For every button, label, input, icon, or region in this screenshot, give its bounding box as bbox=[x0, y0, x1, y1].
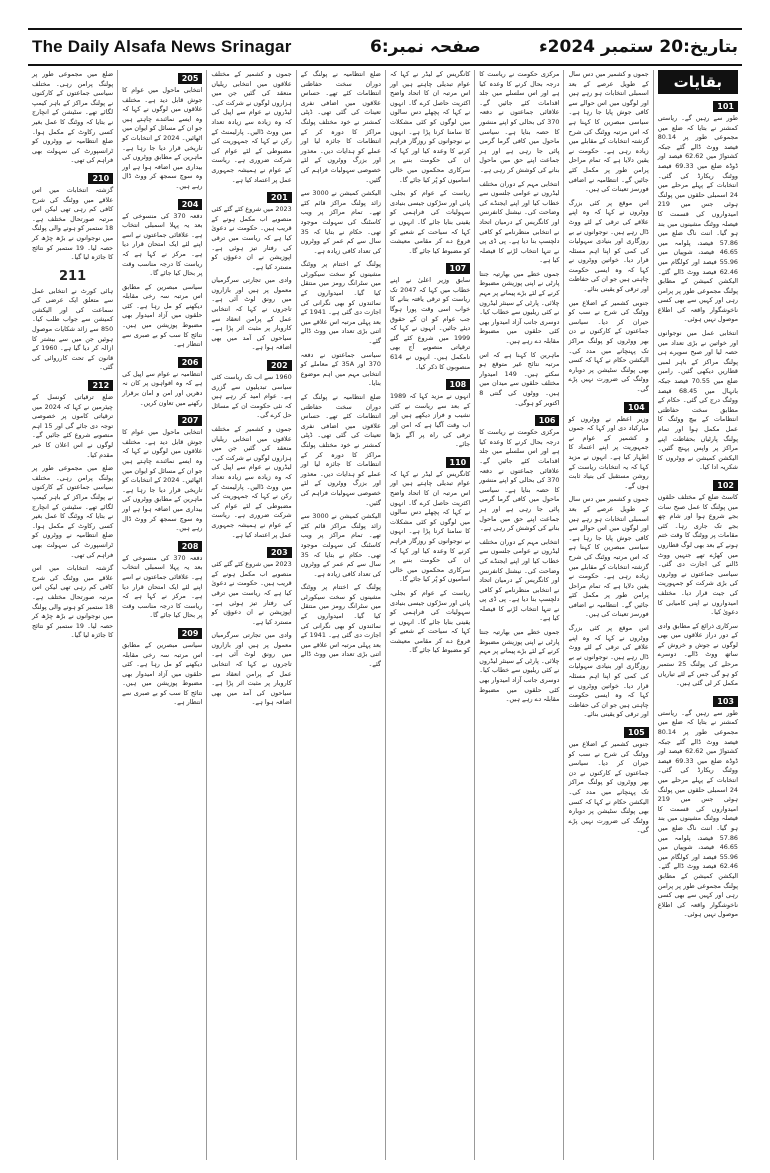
article-text: ہائی کورٹ نے انتخابی عمل سے متعلق ایک عرضی کی سماعت کی اور الیکشن کمیشن سے جواب طلب کیا۔ 850 سے زائد شکایات موصول ہوئیں جن میں سے بیشتر کا ازالہ کر دیا گیا ہے۔ 1960 کے قانون کے تحت کارروائی کی گئی۔ bbox=[32, 286, 114, 372]
issue-date: بتاریخ:20 ستمبر 2024ء bbox=[538, 37, 738, 57]
article-number: 102 bbox=[713, 480, 738, 491]
article-text: ضلع میں مجموعی طور پر پولنگ پرامن رہی۔ مختلف سیاسی جماعتوں کے کارکنوں نے پولنگ مراکز کے باہر کیمپ لگائے تھے۔ سٹیشن کے انچارج نے بتایا کہ ووٹنگ کا عمل بغیر کسی رکاوٹ کے مکمل ہوا۔ ضلع انتظامیہ نے ووٹروں کو ٹرانسپورٹ کی سہولت بھی فراہم کی تھی۔ bbox=[32, 70, 114, 165]
column-3 bbox=[474, 70, 563, 1160]
article-text: ضلع میں مجموعی طور پر پولنگ پرامن رہی۔ مختلف سیاسی جماعتوں کے کارکنوں نے پولنگ مراکز کے باہر کیمپ لگائے تھے۔ سٹیشن کے انچارج نے بتایا کہ ووٹنگ کا عمل بغیر کسی رکاوٹ کے مکمل ہوا۔ ضلع انتظامیہ نے ووٹروں کو ٹرانسپورٹ کی سہولت بھی فراہم کی تھی۔ bbox=[32, 464, 114, 559]
article-text: سیاسی جماعتوں نے دفعہ 370 اور 35A کے معاملے کو انتخابی مہم میں اہم موضوع بنایا۔ bbox=[300, 350, 381, 388]
page-number: صفحہ نمبر:6 bbox=[370, 37, 481, 57]
article-text: انتخابی مہم کے دوران مختلف لیڈروں نے عوامی جلسوں سے خطاب کیا اور اپنے ایجنڈے کی وضاحت کی۔ نیشنل کانفرنس اور کانگریس کے درمیان اتحاد نے انتخابی منظرنامے کو کافی دلچسپ بنا دیا ہے۔ پی ڈی پی نے تنہا انتخاب لڑنے کا فیصلہ کیا ہے۔ bbox=[479, 537, 560, 623]
article-text: کانگریس کے لیڈر نے کہا کہ عوام تبدیلی چاہتے ہیں اور اس مرتبہ ان کا اتحاد واضح اکثریت حاصل کرے گا۔ انہوں نے کہا کہ پچھلے دس سالوں میں لوگوں کو کئی مشکلات کا سامنا کرنا پڑا ہے۔ انہوں نے نوجوانوں کو روزگار فراہم کرنے کا وعدہ کیا اور کہا کہ ان کی حکومت بننے پر سرکاری محکموں میں خالی اسامیوں کو پُر کیا جائے گا۔ bbox=[389, 469, 471, 584]
column-7 bbox=[117, 70, 206, 1160]
article-text: 1960 سے اب تک ریاست کئی سیاسی تبدیلیوں سے گزری ہے۔ عوام امید کر رہے ہیں کہ نئی حکومت ان کے مسائل حل کرے گی۔ bbox=[211, 373, 292, 420]
article-text: کانگریس کے لیڈر نے کہا کہ عوام تبدیلی چاہتے ہیں اور اس مرتبہ ان کا اتحاد واضح اکثریت حاصل کرے گا۔ انہوں نے کہا کہ پچھلے دس سالوں میں لوگوں کو کئی مشکلات کا سامنا کرنا پڑا ہے۔ انہوں نے نوجوانوں کو روزگار فراہم کرنے کا وعدہ کیا اور کہا کہ ان کی حکومت بننے پر سرکاری محکموں میں خالی اسامیوں کو پُر کیا جائے گا۔ bbox=[389, 70, 471, 184]
article-text: پولنگ کے اختتام پر ووٹنگ مشینوں کو سخت سیکورٹی میں سٹرانگ رومز میں منتقل کیا گیا۔ امیدواروں کے نمائندوں کو بھی نگرانی کی اجازت دی گئی ہے۔ 1941 کے بعد پہلی مرتبہ اس علاقے میں اتنی بڑی تعداد میں ووٹ ڈالے گئے۔ bbox=[300, 260, 381, 346]
article-text: طور سے رہیں گے۔ ریاستی کمشنر نے بتایا کہ ضلع میں مجموعی طور پر 80.14 فیصد ووٹ ڈالے گئے جبکہ کشتواڑ میں 62.62 فیصد اور ڈوڈہ ضلع میں 69.33 فیصد ووٹنگ ریکارڈ کی گئی۔ انتخابات کے پہلے مرحلے میں 24 اسمبلی حلقوں میں پولنگ ہوئی جس میں 219 امیدواروں کی قسمت کا فیصلہ ووٹنگ مشینوں میں بند ہو گیا۔ اننت ناگ ضلع میں 57.86 فیصد، پلوامہ میں 46.65 فیصد، شوپیاں میں 55.96 فیصد اور کولگام میں 62.46 فیصد ووٹ ڈالے گئے۔ الیکشن کمیشن کے مطابق پولنگ مجموعی طور پر پرامن رہی اور کہیں سے بھی کسی ناخوشگوار واقعہ کی اطلاع موصول نہیں ہوئی۔ bbox=[657, 114, 738, 324]
article-text: وادی میں تجارتی سرگرمیاں معمول پر ہیں اور بازاروں میں رونق لوٹ آئی ہے۔ تاجروں نے کہا کہ انتخابی عمل کے پرامن انعقاد سے کاروبار پر مثبت اثر پڑا ہے۔ سیاحوں کی آمد میں بھی اضافہ ہوا ہے۔ bbox=[211, 631, 292, 707]
article-number: 104 bbox=[624, 402, 649, 413]
article-text: جنوبی کشمیر کے اضلاع میں ووٹنگ کی شرح نے سب کو حیران کر دیا۔ سیاسی جماعتوں کے کارکنوں نے دن بھر ووٹروں کو پولنگ مراکز تک پہنچانے میں مدد کی۔ الیکشن حکام نے کہا کہ کسی بھی پولنگ سٹیشن پر دوبارہ ووٹنگ کی ضرورت نہیں پڑے گی۔ bbox=[568, 740, 649, 835]
article-text: ماہرین کا کہنا ہے کہ اس مرتبہ نتائج غیر متوقع ہو سکتے ہیں۔ 149 امیدوار مختلف حلقوں سے میدان میں ہیں۔ ووٹوں کی گنتی 8 اکتوبر کو ہوگی۔ bbox=[479, 350, 560, 407]
article-text: مرکزی حکومت نے ریاست کا درجہ بحال کرنے کا وعدہ کیا ہے اور اس سلسلے میں جلد اقدامات کئے جائیں گے۔ علاقائی جماعتوں نے دفعہ 370 کی بحالی کو اپنے منشور کا حصہ بنایا ہے۔ سیاسی ماحول میں کافی گرما گرمی پائی جا رہی ہے اور ہر جماعت اپنے حق میں ماحول بنانے کی کوشش کر رہی ہے۔ bbox=[479, 428, 560, 533]
column-8 bbox=[28, 70, 117, 1160]
article-text: جموں و کشمیر کے مختلف علاقوں میں انتخابی ریلیاں منعقد کی گئیں جن میں ہزاروں لوگوں نے شرکت کی۔ لیڈروں نے عوام سے اپیل کی کہ وہ زیادہ سے زیادہ تعداد میں ووٹ ڈالیں۔ پارلیمنٹ کے رکن نے کہا کہ جمہوریت کی مضبوطی کے لئے عوام کی شرکت ضروری ہے۔ ریاست کے عوام نے ہمیشہ جمہوری عمل پر اعتماد کیا ہے۔ bbox=[211, 425, 292, 539]
article-text: الیکشن کمیشن نے 3000 سے زائد پولنگ مراکز قائم کئے تھے۔ تمام مراکز پر ویب کاسٹنگ کی سہولت موجود تھی۔ حکام نے بتایا کہ 35 سال سے کم عمر کے ووٹروں کی تعداد کافی زیادہ ہے۔ bbox=[300, 512, 381, 578]
article-text: کاسٹ ضلع کے مختلف حلقوں میں پولنگ کا عمل صبح سات بجے شروع ہوا اور شام چھ بجے تک جاری رہا۔ کئی مقامات پر ووٹنگ کا وقت ختم ہونے کے بعد بھی لوگ قطاروں میں کھڑے تھے جنہیں ووٹ ڈالنے کی اجازت دی گئی۔ سیاسی جماعتوں نے ووٹروں کی بڑی شرکت کو جمہوریت کی جیت قرار دیا۔ مختلف امیدواروں نے اپنی کامیابی کا دعویٰ کیا۔ bbox=[657, 492, 738, 617]
article-number: 208 bbox=[178, 541, 203, 552]
article-text: سیاسی مبصرین کے مطابق اس مرتبہ سہ رخی مقابلہ دیکھنے کو مل رہا ہے۔ کئی حلقوں میں آزاد امیدوار بھی مضبوط پوزیشن میں ہیں۔ نتائج کا سب کو بے صبری سے انتظار ہے۔ bbox=[122, 282, 203, 349]
article-text: طور سے رہیں گے۔ ریاستی کمشنر نے بتایا کہ ضلع میں مجموعی طور پر 80.14 فیصد ووٹ ڈالے گئے جبکہ کشتواڑ میں 62.62 فیصد اور ڈوڈہ ضلع میں 69.33 فیصد ووٹنگ ریکارڈ کی گئی۔ انتخابات کے پہلے مرحلے میں 24 اسمبلی حلقوں میں پولنگ ہوئی جس میں 219 امیدواروں کی قسمت کا فیصلہ ووٹنگ مشینوں میں بند ہو گیا۔ اننت ناگ ضلع میں 57.86 فیصد، پلوامہ میں 46.65 فیصد، شوپیاں میں 55.96 فیصد اور کولگام میں 62.46 فیصد ووٹ ڈالے گئے۔ الیکشن کمیشن کے مطابق پولنگ مجموعی طور پر پرامن رہی اور کہیں سے بھی کسی ناخوشگوار واقعہ کی اطلاع موصول نہیں ہوئی۔ bbox=[657, 708, 738, 919]
article-text: انتخابی مہم کے دوران مختلف لیڈروں نے عوامی جلسوں سے خطاب کیا اور اپنے ایجنڈے کی وضاحت کی۔ نیشنل کانفرنس اور کانگریس کے درمیان اتحاد نے انتخابی منظرنامے کو کافی دلچسپ بنا دیا ہے۔ پی ڈی پی نے تنہا انتخاب لڑنے کا فیصلہ کیا ہے۔ bbox=[479, 179, 560, 265]
article-text: جنوبی کشمیر کے اضلاع میں ووٹنگ کی شرح نے سب کو حیران کر دیا۔ سیاسی جماعتوں کے کارکنوں نے دن بھر ووٹروں کو پولنگ مراکز تک پہنچانے میں مدد کی۔ الیکشن حکام نے کہا کہ کسی بھی پولنگ سٹیشن پر دوبارہ ووٹنگ کی ضرورت نہیں پڑے گی۔ bbox=[568, 298, 649, 393]
column-6 bbox=[206, 70, 295, 1160]
article-text: وزیر اعظم نے ووٹروں کو مبارکباد دی اور کہا کہ جموں و کشمیر کے عوام نے جمہوریت پر اپنے اعتماد کا اظہار کیا ہے۔ انہوں نے مزید کہا کہ یہ انتخابات ریاست کے روشن مستقبل کی بنیاد ثابت ہوں گے۔ bbox=[568, 414, 649, 490]
article-text: سیاسی مبصرین کے مطابق اس مرتبہ سہ رخی مقابلہ دیکھنے کو مل رہا ہے۔ کئی حلقوں میں آزاد امیدوار بھی مضبوط پوزیشن میں ہیں۔ نتائج کا سب کو بے صبری سے انتظار ہے۔ bbox=[122, 640, 203, 707]
article-text: الیکشن کمیشن نے 3000 سے زائد پولنگ مراکز قائم کئے تھے۔ تمام مراکز پر ویب کاسٹنگ کی سہولت موجود تھی۔ حکام نے بتایا کہ 35 سال سے کم عمر کے ووٹروں کی تعداد کافی زیادہ ہے۔ bbox=[300, 189, 381, 255]
article-text: دفعہ 370 کی منسوخی کے بعد یہ پہلا اسمبلی انتخاب ہے۔ علاقائی جماعتوں نے اسے اپنے لئے ایک امتحان قرار دیا ہے۔ مرکز نے کہا ہے کہ ریاست کا درجہ مناسب وقت پر بحال کیا جائے گا۔ bbox=[122, 211, 203, 278]
article-number: 207 bbox=[178, 415, 203, 426]
article-text: وادی میں تجارتی سرگرمیاں معمول پر ہیں اور بازاروں میں رونق لوٹ آئی ہے۔ تاجروں نے کہا کہ انتخابی عمل کے پرامن انعقاد سے کاروبار پر مثبت اثر پڑا ہے۔ سیاحوں کی آمد میں بھی اضافہ ہوا ہے۔ bbox=[211, 276, 292, 352]
article-text: پولنگ کے اختتام پر ووٹنگ مشینوں کو سخت سیکورٹی میں سٹرانگ رومز میں منتقل کیا گیا۔ امیدواروں کے نمائندوں کو بھی نگرانی کی اجازت دی گئی ہے۔ 1941 کے بعد پہلی مرتبہ اس علاقے میں اتنی بڑی تعداد میں ووٹ ڈالے گئے۔ bbox=[300, 583, 381, 669]
article-number: 105 bbox=[624, 727, 649, 738]
column-4 bbox=[385, 70, 474, 1160]
article-columns bbox=[28, 70, 742, 1160]
column-5 bbox=[296, 70, 385, 1160]
article-text: گزشتہ انتخابات میں اس علاقے میں ووٹنگ کی شرح کافی کم رہی تھی لیکن اس مرتبہ صورتحال مختلف ہے۔ 18 ستمبر کو ہونے والی پولنگ میں نوجوانوں نے بڑھ چڑھ کر حصہ لیا۔ 19 ستمبر کو نتائج کا جائزہ لیا گیا۔ bbox=[32, 564, 114, 640]
section-title: بقایات bbox=[658, 70, 738, 94]
article-text: جموں و کشمیر میں دس سال کے طویل عرصے کے بعد اسمبلی انتخابات ہو رہے ہیں اور لوگوں میں اس حوالے سے کافی جوش پایا جا رہا ہے۔ سیاسی مبصرین کا کہنا ہے کہ اس مرتبہ ووٹنگ کی شرح گزشتہ انتخابات کے مقابلے میں زیادہ رہی ہے۔ حکومت نے یقین دلایا ہے کہ تمام مراحل پرامن طور پر مکمل کئے جائیں گے۔ انتظامیہ نے اضافی فورسز تعینات کی ہیں۔ bbox=[568, 495, 649, 619]
article-number: 107 bbox=[446, 263, 471, 274]
article-number: 103 bbox=[713, 696, 738, 707]
article-text: انتخابی عمل میں نوجوانوں اور خواتین نے بڑی تعداد میں حصہ لیا اور صبح سویرے ہی پولنگ مراکز کے باہر لمبی قطاریں دیکھی گئیں۔ رامبن ضلع میں 70.55 فیصد جبکہ بانہال میں 68.45 فیصد ووٹنگ درج کی گئی۔ حکام کے مطابق سخت حفاظتی انتظامات کے بیچ ووٹنگ کا عمل مکمل ہوا اور تمام پولنگ پارٹیاں بحفاظت اپنے مراکز پر واپس پہنچ گئیں۔ الیکشن کمیشن نے ووٹروں کا شکریہ ادا کیا۔ bbox=[657, 329, 738, 472]
newspaper-title: The Daily Alsafa News Srinagar bbox=[32, 37, 292, 56]
article-number: 201 bbox=[267, 192, 292, 203]
article-text: گزشتہ انتخابات میں اس علاقے میں ووٹنگ کی شرح کافی کم رہی تھی لیکن اس مرتبہ صورتحال مختلف ہے۔ 18 ستمبر کو ہونے والی پولنگ میں نوجوانوں نے بڑھ چڑھ کر حصہ لیا۔ 19 ستمبر کو نتائج کا جائزہ لیا گیا۔ bbox=[32, 185, 114, 262]
article-text: انتخابی ماحول میں عوام کا جوش قابل دید ہے۔ مختلف علاقوں میں لوگوں نے کہا کہ وہ ایسے نمائندے چاہتے ہیں جو ان کے مسائل کو ایوان میں اٹھائیں۔ 2024 کے انتخابات کو تاریخی قرار دیا جا رہا ہے۔ ماہرین کے مطابق ووٹروں کی بیداری میں اضافہ ہوا ہے اور وہ سوچ سمجھ کر ووٹ ڈال رہے ہیں۔ bbox=[122, 86, 203, 190]
article-number: 110 bbox=[446, 457, 471, 468]
article-text: انتظامیہ نے عوام سے اپیل کی ہے کہ وہ افواہوں پر کان نہ دھریں اور امن و امان برقرار رکھنے میں تعاون کریں۔ bbox=[122, 369, 203, 407]
column-2 bbox=[563, 70, 652, 1160]
article-number: 206 bbox=[178, 357, 203, 368]
article-number: 108 bbox=[446, 379, 471, 390]
article-text: جموں خطے میں بھارتیہ جنتا پارٹی نے اپنی پوزیشن مضبوط کرنے کے لئے بڑے پیمانے پر مہم چلائی۔ پارٹی کے سینئر لیڈروں نے کئی ریلیوں سے خطاب کیا۔ دوسری جانب آزاد امیدوار بھی کئی حلقوں میں مضبوط مقابلہ دے رہے ہیں۔ bbox=[479, 628, 560, 704]
column-1 bbox=[653, 70, 742, 1160]
article-number: 210 bbox=[88, 173, 113, 184]
article-number: 202 bbox=[267, 360, 292, 371]
article-text: مرکزی حکومت نے ریاست کا درجہ بحال کرنے کا وعدہ کیا ہے اور اس سلسلے میں جلد اقدامات کئے جائیں گے۔ علاقائی جماعتوں نے دفعہ 370 کی بحالی کو اپنے منشور کا حصہ بنایا ہے۔ سیاسی ماحول میں کافی گرما گرمی پائی جا رہی ہے اور ہر جماعت اپنے حق میں ماحول بنانے کی کوشش کر رہی ہے۔ bbox=[479, 70, 560, 174]
article-text: سرکاری ذرائع کے مطابق وادی کے دور دراز علاقوں میں بھی لوگوں نے جوش و خروش کے ساتھ ووٹ ڈالے۔ دوسرے مرحلے کی پولنگ 25 ستمبر کو ہو گی جس کے لئے تیاریاں مکمل کر لی گئی ہیں۔ bbox=[657, 621, 738, 688]
article-text: 2023 میں شروع کئے گئے کئی منصوبے اب مکمل ہونے کے قریب ہیں۔ حکومت نے دعویٰ کیا ہے کہ ریاست میں ترقی کی رفتار تیز ہوئی ہے۔ اپوزیشن نے ان دعوؤں کو مسترد کیا ہے۔ bbox=[211, 205, 292, 271]
article-number: 209 bbox=[178, 628, 203, 639]
article-text: اس موقع پر کئی بزرگ ووٹروں نے کہا کہ وہ اپنے علاقے کی ترقی کے لئے ووٹ ڈال رہے ہیں۔ نوجوانوں نے بے روزگاری اور بنیادی سہولیات کی کمی کو اپنا اہم مسئلہ قرار دیا۔ خواتین ووٹروں نے کہا کہ وہ ایسی حکومت چاہتی ہیں جو ان کی حفاظت اور ترقی کو یقینی بنائے۔ bbox=[568, 198, 649, 294]
article-text: جموں و کشمیر کے مختلف علاقوں میں انتخابی ریلیاں منعقد کی گئیں جن میں ہزاروں لوگوں نے شرکت کی۔ لیڈروں نے عوام سے اپیل کی کہ وہ زیادہ سے زیادہ تعداد میں ووٹ ڈالیں۔ پارلیمنٹ کے رکن نے کہا کہ جمہوریت کی مضبوطی کے لئے عوام کی شرکت ضروری ہے۔ ریاست کے عوام نے ہمیشہ جمہوری عمل پر اعتماد کیا ہے۔ bbox=[211, 70, 292, 184]
article-number: 205 bbox=[178, 73, 203, 84]
article-text: اس موقع پر کئی بزرگ ووٹروں نے کہا کہ وہ اپنے علاقے کی ترقی کے لئے ووٹ ڈال رہے ہیں۔ نوجوانوں نے بے روزگاری اور بنیادی سہولیات کی کمی کو اپنا اہم مسئلہ قرار دیا۔ خواتین ووٹروں نے کہا کہ وہ ایسی حکومت چاہتی ہیں جو ان کی حفاظت اور ترقی کو یقینی بنائے۔ bbox=[568, 624, 649, 719]
article-number: 212 bbox=[88, 380, 113, 391]
article-text: جموں و کشمیر میں دس سال کے طویل عرصے کے بعد اسمبلی انتخابات ہو رہے ہیں اور لوگوں میں اس حوالے سے کافی جوش پایا جا رہا ہے۔ سیاسی مبصرین کا کہنا ہے کہ اس مرتبہ ووٹنگ کی شرح گزشتہ انتخابات کے مقابلے میں زیادہ رہی ہے۔ حکومت نے یقین دلایا ہے کہ تمام مراحل پرامن طور پر مکمل کئے جائیں گے۔ انتظامیہ نے اضافی فورسز تعینات کی ہیں۔ bbox=[568, 70, 649, 194]
masthead bbox=[28, 28, 742, 66]
article-text: سابق وزیر اعلیٰ نے اپنے خطاب میں کہا کہ 2047 تک ریاست کو ترقی یافتہ بنانے کا خواب اسی وقت پورا ہوگا جب عوام کو ان کے حقوق دیئے جائیں۔ انہوں نے کہا کہ 1999 میں شروع کئے گئے ترقیاتی منصوبے آج بھی نامکمل ہیں۔ انہوں نے 614 منصوبوں کا ذکر کیا۔ bbox=[389, 276, 471, 371]
article-text: انہوں نے مزید کہا کہ 1989 کے بعد سے ریاست نے کئی نشیب و فراز دیکھے ہیں اور اب وقت آگیا ہے کہ امن اور ترقی کی راہ پر آگے بڑھا جائے۔ bbox=[389, 392, 471, 449]
article-number: 203 bbox=[267, 547, 292, 558]
article-number: 204 bbox=[178, 199, 203, 210]
article-text: جموں خطے میں بھارتیہ جنتا پارٹی نے اپنی پوزیشن مضبوط کرنے کے لئے بڑے پیمانے پر مہم چلائی۔ پارٹی کے سینئر لیڈروں نے کئی ریلیوں سے خطاب کیا۔ دوسری جانب آزاد امیدوار بھی کئی حلقوں میں مضبوط مقابلہ دے رہے ہیں۔ bbox=[479, 269, 560, 346]
article-text: ضلع انتظامیہ نے پولنگ کے دوران سخت حفاظتی انتظامات کئے تھے۔ حساس علاقوں میں اضافی نفری تعینات کی گئی تھی۔ ڈپٹی کمشنر نے خود مختلف پولنگ مراکز کا دورہ کر کے انتظامات کا جائزہ لیا اور عملے کو ہدایات دیں۔ معذور اور بزرگ ووٹروں کے لئے خصوصی سہولیات فراہم کی گئیں۔ bbox=[300, 393, 381, 507]
article-text: انتخابی ماحول میں عوام کا جوش قابل دید ہے۔ مختلف علاقوں میں لوگوں نے کہا کہ وہ ایسے نمائندے چاہتے ہیں جو ان کے مسائل کو ایوان میں اٹھائیں۔ 2024 کے انتخابات کو تاریخی قرار دیا جا رہا ہے۔ ماہرین کے مطابق ووٹروں کی بیداری میں اضافہ ہوا ہے اور وہ سوچ سمجھ کر ووٹ ڈال رہے ہیں۔ bbox=[122, 428, 203, 533]
article-text: دفعہ 370 کی منسوخی کے بعد یہ پہلا اسمبلی انتخاب ہے۔ علاقائی جماعتوں نے اسے اپنے لئے ایک امتحان قرار دیا ہے۔ مرکز نے کہا ہے کہ ریاست کا درجہ مناسب وقت پر بحال کیا جائے گا۔ bbox=[122, 553, 203, 620]
article-text: ضلع ترقیاتی کونسل کے چیئرمین نے کہا کہ 2024 میں ترقیاتی کاموں پر خصوصی توجہ دی جائے گی اور 15 اہم منصوبے شروع کئے جائیں گے۔ لوگوں نے اس اعلان کا خیر مقدم کیا۔ bbox=[32, 393, 114, 459]
article-number: 106 bbox=[535, 415, 560, 426]
article-text: ریاست کے عوام کو بجلی، پانی اور سڑکوں جیسی بنیادی سہولیات کی فراہمی کو یقینی بنایا جائے گا۔ انہوں نے کہا کہ سیاحت کے شعبے کو فروغ دے کر مقامی معیشت کو مضبوط کیا جائے گا۔ bbox=[389, 189, 471, 255]
article-text: ریاست کے عوام کو بجلی، پانی اور سڑکوں جیسی بنیادی سہولیات کی فراہمی کو یقینی بنایا جائے گا۔ انہوں نے کہا کہ سیاحت کے شعبے کو فروغ دے کر مقامی معیشت کو مضبوط کیا جائے گا۔ bbox=[389, 588, 471, 655]
article-text: 2023 میں شروع کئے گئے کئی منصوبے اب مکمل ہونے کے قریب ہیں۔ حکومت نے دعویٰ کیا ہے کہ ریاست میں ترقی کی رفتار تیز ہوئی ہے۔ اپوزیشن نے ان دعوؤں کو مسترد کیا ہے۔ bbox=[211, 560, 292, 626]
article-number: 101 bbox=[713, 101, 738, 112]
article-text: ضلع انتظامیہ نے پولنگ کے دوران سخت حفاظتی انتظامات کئے تھے۔ حساس علاقوں میں اضافی نفری تعینات کی گئی تھی۔ ڈپٹی کمشنر نے خود مختلف پولنگ مراکز کا دورہ کر کے انتظامات کا جائزہ لیا اور عملے کو ہدایات دیں۔ معذور اور بزرگ ووٹروں کے لئے خصوصی سہولیات فراہم کی گئیں۔ bbox=[300, 70, 381, 184]
article-number: 211 bbox=[59, 268, 87, 284]
